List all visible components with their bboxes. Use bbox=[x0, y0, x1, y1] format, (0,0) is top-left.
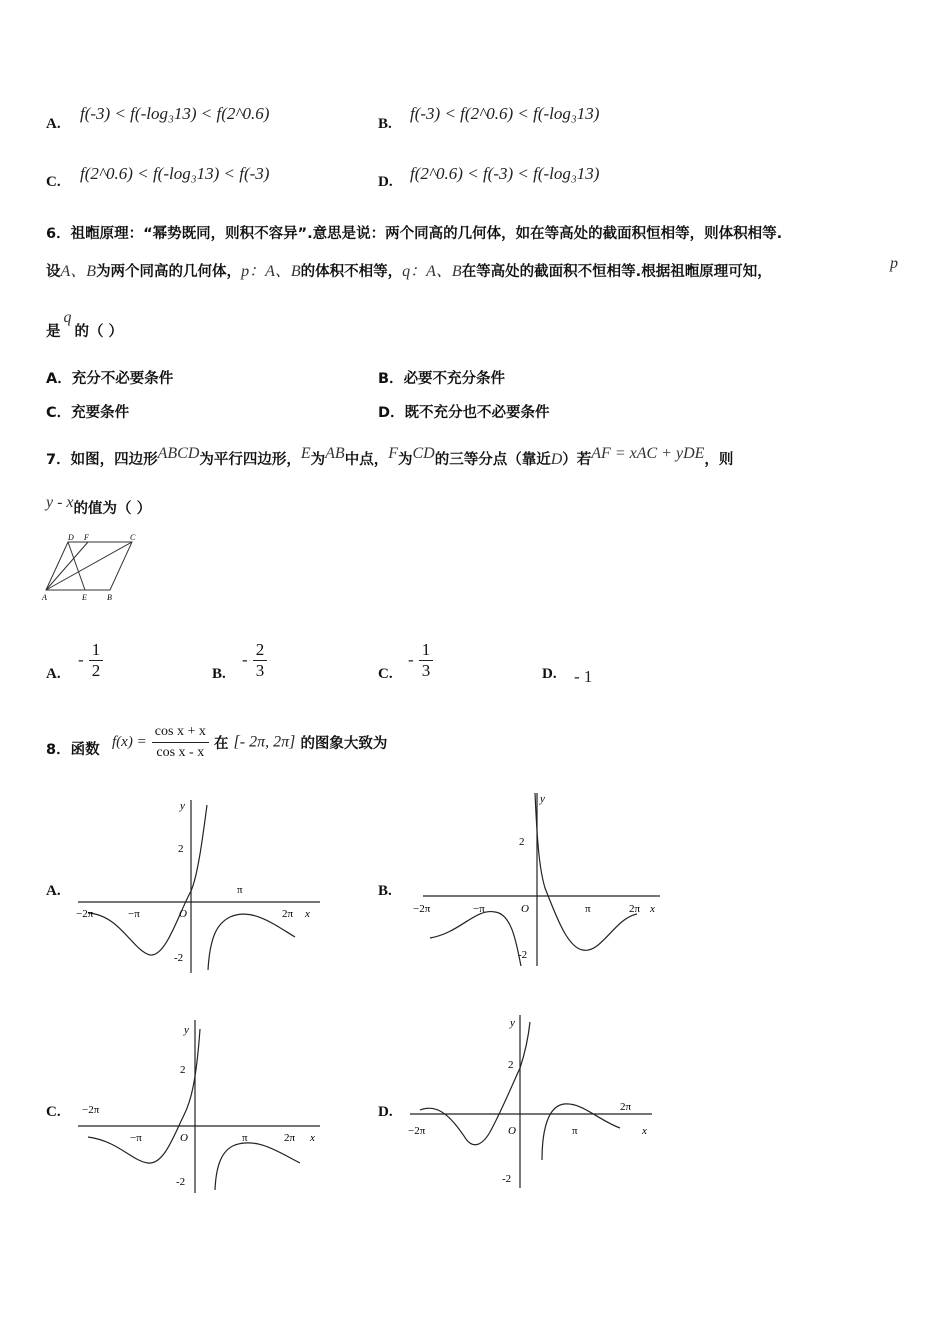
q7-option-a-value: - $\frac{1}{2}$ bbox=[78, 640, 103, 681]
origin-label: O bbox=[179, 908, 187, 920]
graph-option-a[interactable] bbox=[70, 795, 330, 980]
origin-label: O bbox=[521, 903, 529, 915]
graph-option-d[interactable] bbox=[402, 1010, 664, 1195]
q6-stem-line3: 是q的（ ） bbox=[46, 309, 124, 340]
axis-x-label: x bbox=[310, 1132, 315, 1144]
q7-option-b-label[interactable]: B. bbox=[212, 666, 226, 682]
fig-label-d: D bbox=[68, 533, 74, 542]
axis-y-label: y bbox=[180, 800, 185, 812]
q7-stem-line2: y - x的值为（ ） bbox=[46, 494, 152, 517]
tick-pi: π bbox=[242, 1132, 248, 1144]
q5-option-d-expr: f(2^0.6) < f(-3) < f(-log₃13) bbox=[410, 164, 600, 183]
q5-option-b-label[interactable]: B. bbox=[378, 116, 392, 132]
q6-stem-line1: 6．祖暅原理：“幂势既同，则积不容异”.意思是说：两个同高的几何体，如在等高处的截面积恒相等，则体积相等. bbox=[46, 226, 783, 242]
tick-2: 2 bbox=[508, 1059, 514, 1071]
q8-option-b-label[interactable]: B. bbox=[378, 883, 392, 899]
tick-neg-2pi: −2π bbox=[413, 903, 431, 915]
q6-option-a[interactable]: A．充分不必要条件 bbox=[46, 371, 174, 387]
axis-x-label: x bbox=[642, 1125, 647, 1137]
tick-pi: π bbox=[585, 903, 591, 915]
tick-neg-pi: −π bbox=[128, 908, 140, 920]
q8-stem: 8．函数 bbox=[46, 742, 100, 758]
tick-2: 2 bbox=[180, 1064, 186, 1076]
q8-option-a-label[interactable]: A. bbox=[46, 883, 61, 899]
axis-y-label: y bbox=[510, 1017, 515, 1029]
axis-y-label: y bbox=[540, 793, 545, 805]
tick-neg-2: -2 bbox=[518, 949, 528, 961]
q5-option-b-expr: f(-3) < f(2^0.6) < f(-log₃13) bbox=[410, 104, 600, 123]
q7-option-d-value: - 1 bbox=[574, 667, 593, 686]
tick-neg-2pi: −2π bbox=[76, 908, 94, 920]
q6-option-b[interactable]: B．必要不充分条件 bbox=[378, 371, 506, 387]
q5-option-a-label[interactable]: A. bbox=[46, 116, 61, 132]
q6-p-variable: p bbox=[890, 255, 898, 272]
q8-function: f(x) = $\frac{\text{cos x + x}}{\text{cos x - x}}$ 在 [- 2π, 2π] 的图象大致为 bbox=[112, 724, 388, 760]
tick-neg-2pi: −2π bbox=[82, 1104, 100, 1116]
tick-neg-pi: −π bbox=[130, 1132, 142, 1144]
fig-label-f: F bbox=[84, 533, 89, 542]
parallelogram-figure bbox=[40, 532, 144, 604]
origin-label: O bbox=[180, 1132, 188, 1144]
tick-neg-2: -2 bbox=[502, 1173, 512, 1185]
fig-label-e: E bbox=[82, 593, 87, 602]
graph-option-b[interactable] bbox=[405, 788, 667, 973]
q7-option-a-label[interactable]: A. bbox=[46, 666, 61, 682]
q5-option-c-label[interactable]: C. bbox=[46, 174, 61, 190]
q6-option-c[interactable]: C．充要条件 bbox=[46, 405, 130, 421]
origin-label: O bbox=[508, 1125, 516, 1137]
q7-option-d-label[interactable]: D. bbox=[542, 666, 557, 682]
tick-neg-2pi: −2π bbox=[408, 1125, 426, 1137]
q6-option-d[interactable]: D．既不充分也不必要条件 bbox=[378, 405, 550, 421]
axis-x-label: x bbox=[305, 908, 310, 920]
fig-label-b: B bbox=[107, 593, 112, 602]
q7-stem-line1: 7．如图，四边形ABCD为平行四边形，E为AB中点，F为CD的三等分点（靠近D）若AF = xAC + yDE，则 bbox=[46, 445, 734, 468]
q8-option-d-label[interactable]: D. bbox=[378, 1104, 393, 1120]
axis-x-label: x bbox=[650, 903, 655, 915]
tick-2: 2 bbox=[178, 843, 184, 855]
fig-label-a: A bbox=[42, 593, 47, 602]
fig-label-c: C bbox=[130, 533, 136, 542]
tick-2pi: 2π bbox=[284, 1132, 296, 1144]
q5-option-d-label[interactable]: D. bbox=[378, 174, 393, 190]
tick-2pi: 2π bbox=[620, 1101, 632, 1113]
q8-option-c-label[interactable]: C. bbox=[46, 1104, 61, 1120]
q7-option-c-value: - $\frac{1}{3}$ bbox=[408, 640, 433, 681]
tick-pi: π bbox=[237, 884, 243, 896]
q5-option-c-expr: f(2^0.6) < f(-log₃13) < f(-3) bbox=[80, 164, 270, 183]
q7-option-c-label[interactable]: C. bbox=[378, 666, 393, 682]
tick-2pi: 2π bbox=[282, 908, 294, 920]
q6-stem-line2: 设A、B为两个同高的几何体，p：A、B的体积不相等，q：A、B在等高处的截面积不恒相等.根据祖暅原理可知， bbox=[46, 263, 772, 280]
tick-2pi: 2π bbox=[629, 903, 641, 915]
q5-option-a-expr: f(-3) < f(-log₃13) < f(2^0.6) bbox=[80, 104, 270, 123]
tick-pi: π bbox=[572, 1125, 578, 1137]
q7-option-b-value: - $\frac{2}{3}$ bbox=[242, 640, 267, 681]
tick-neg-pi: −π bbox=[473, 903, 485, 915]
tick-neg-2: -2 bbox=[174, 952, 184, 964]
tick-2: 2 bbox=[519, 836, 525, 848]
axis-y-label: y bbox=[184, 1024, 189, 1036]
graph-option-c[interactable] bbox=[70, 1015, 332, 1200]
tick-neg-2: -2 bbox=[176, 1176, 186, 1188]
